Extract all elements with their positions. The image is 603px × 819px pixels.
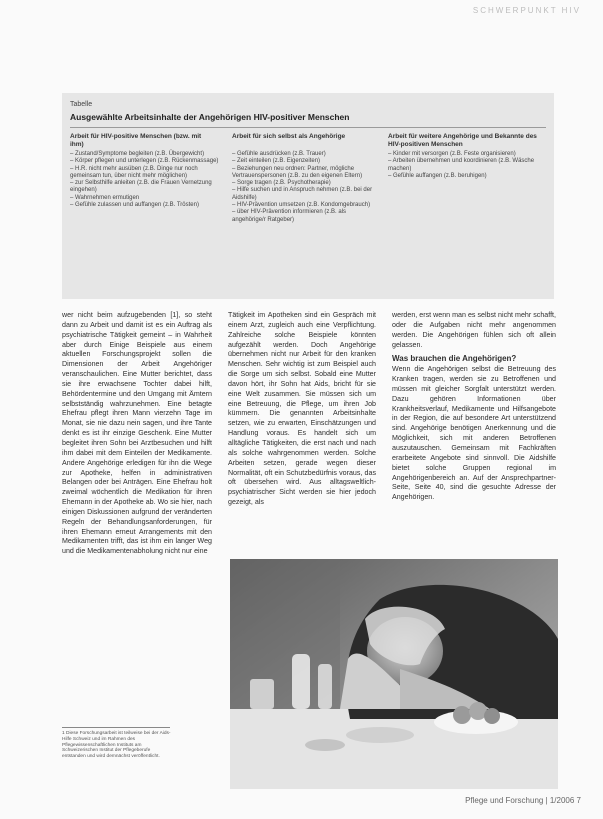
list-item: – Zustand/Symptome begleiten (z.B. Übergewicht) (70, 151, 205, 157)
body-paragraph: Tätigkeit im Apotheken sind ein Gespräch mit einem Arzt, zugleich auch eine Verpflichtung. Zahlreiche solche Beispiele könnten aufgezählt werden. Doch Angehörige übernehmen nicht nur Arbeit für den kranken Menschen. Sehr wichtig ist zum Beispiel auch die Sorge um sich selbst. Sobald eine Mutter davon hört, ihr Sohn hat Aids, bricht für sie eine Welt zusammen. Sie müssen sich um eine Betreuung, die Pflege, um ihren Job kümmern. Die genannten Arbeitsinhalte setzen, wie zu erwarten, Einschätzungen und Handlung voraus. Es handelt sich um alltägliche Tätigkeiten, die erst nach und nach als solche wahrgenommen werden. Solche Arbeiten setzen, gerade wegen dieser Normalität, oft ein Schutzbedürfnis voraus, das oft übersehen wird. Aus alltagsweltlich-psychiatrischer Sicht werden sie hier jedoch gezeigt, als (228, 311, 376, 507)
table-col-heading: Arbeit für HIV-positive Menschen (bzw. mit ihm) (70, 133, 202, 148)
list-item: – Wahrnehmen ermutigen (70, 194, 140, 201)
photo-illustration (230, 559, 558, 789)
table-col-heading: Arbeit für weitere Angehörige und Bekannte des HIV-positiven Menschen (388, 133, 537, 148)
list-item: – Beziehungen neu ordnen: Partner, mögliche Vertrauenspersonen (z.B. zu den eigenen Eltern) (232, 165, 363, 179)
article-column-1 (62, 311, 212, 723)
photo-distressed-person (230, 559, 558, 789)
list-item: – H.R. nicht mehr ausüben (z.B. Dinge nur noch gemeinsam tun, über nicht mehr möglichen) (70, 165, 198, 179)
list-item: – Zeit einteilen (z.B. Eigenzeiten) (232, 158, 321, 165)
table-col-heading: Arbeit für sich selbst als Angehörige (232, 133, 346, 140)
list-item: – Kinder mit versorgen (z.B. Feste organisieren) (388, 151, 516, 157)
body-paragraph: werden, erst wenn man es selbst nicht mehr schafft, oder die Aufgaben nicht mehr angenommen werden. Die Angehörigen fühlen sich oft allein gelassen. (392, 311, 556, 349)
table-col-list (232, 151, 378, 224)
footnote: 1 Diese Forschungsarbeit ist teilweise bei der Aids-Hilfe Schweiz und im Rahmen des Pflegewissenschaftlichen Instituts am Schweizerischen Institut der Pflegeberufe entstanden und wird demnächst veröffentlicht. (62, 731, 171, 760)
list-item: – zur Selbsthilfe anleiten (z.B. die Frauen Vernetzung eingehen) (70, 180, 212, 194)
table-label: Tabelle (70, 101, 93, 108)
article-column-2 (228, 311, 376, 556)
list-item: – Hilfe suchen und in Anspruch nehmen (z.B. bei der Aidshilfe) (232, 187, 373, 201)
page-footer: Pflege und Forschung | 1/2006 7 (465, 796, 581, 805)
body-paragraph: wer nicht beim aufzugebenden [1], so steht dann zu Arbeit und damit ist es ein Auftrag als psychiatrische Tätigkeit gemeint – in Wahrheit aber durch Einige Beispiele aus einem aktuellen Forschungsprojekt sollen die Dimensionen der Arbeit Angehöriger veranschaulichen. Eine Mutter berichtet, dass sie ihre erwachsene Tochter dabei hilft, Behördentermine und den Umgang mit Ämtern selbstständig wahrzunehmen. Eine betagte Ehefrau pflegt ihren Mann vierzehn Tage im Monat, sie nie dazu nein sagen, und ihre Tante denkt es ist ihr einzige Geschenk. Eine Mutter begleitet ihren Sohn bei Arztbesuchen und hilft ihm dabei mit dem Einteilen der Medikamente. Andere Angehörige erledigen für ihn die Wege zur Apotheke, helfen in administrativen Belangen oder bei Anträgen. Eine Ehefrau holt zweimal wöchentlich die Medikation für ihren Ehemann in der Apotheke ab. Wo sie hier, nach einigen Diskussionen aufgrund der veränderten Regeln der Behandlungsanforderungen, für ihren Ehemann erneut Arrangements mit den Medikamenten trifft, das ist ihm ein langer Weg und die Medikamentenabholung nicht nur eine (62, 311, 212, 556)
section-heading: Was brauchen die Angehörigen? (392, 354, 517, 364)
list-item: – Gefühle auffangen (z.B. beruhigen) (388, 172, 487, 179)
list-item: – über HIV-Prävention informieren (z.B. als angehörige/r Ratgeber) (232, 209, 347, 223)
running-head: SCHWERPUNKT HIV (472, 6, 581, 15)
list-item: – Arbeiten übernehmen und koordinieren (z.B. Wäsche machen) (388, 158, 535, 172)
table-title: Ausgewählte Arbeitsinhalte der Angehörigen HIV-positiver Menschen (70, 112, 350, 122)
table-box (62, 93, 554, 299)
list-item: – HIV-Prävention umsetzen (z.B. Kondomgebrauch) (232, 202, 371, 209)
list-item: – Gefühle zulassen und auffangen (z.B. Trösten) (70, 202, 199, 209)
body-paragraph: Wenn die Angehörigen selbst die Betreuung des Kranken tragen, werden sie zu Betroffenen und müssen mit gleicher Sorgfalt unterstützt werden. Dazu gehören Informationen über Krankheitsverlauf, Medikamente und Hilfsangebote in der Region, die auf besondere Art unterstützend sind. Angehörige benötigen Anerkennung und die Möglichkeit, sich mit anderen Betroffenen auszutauschen. Gemeinsam mit Fachkräften erarbeitete Angebote sind sinnvoll. Die Aidshilfe bietet solche Gruppen regional im Angehörigenbereich an. Auf der Ansprechpartner-Seite, Seite 40, sind die gesuchte Adresse der Angehörigen. (392, 365, 556, 502)
footnote-rule (62, 727, 170, 728)
table-col-list (70, 151, 220, 209)
list-item: – Körper pflegen und unterlegen (z.B. Rückenmassage) (70, 158, 219, 165)
list-item: – Sorge tragen (z.B. Psychotherapie) (232, 180, 331, 187)
table-col-list (388, 151, 546, 180)
article-column-3 (392, 311, 556, 555)
table-rule (70, 127, 546, 128)
list-item: – Gefühle ausdrücken (z.B. Trauer) (232, 151, 326, 157)
